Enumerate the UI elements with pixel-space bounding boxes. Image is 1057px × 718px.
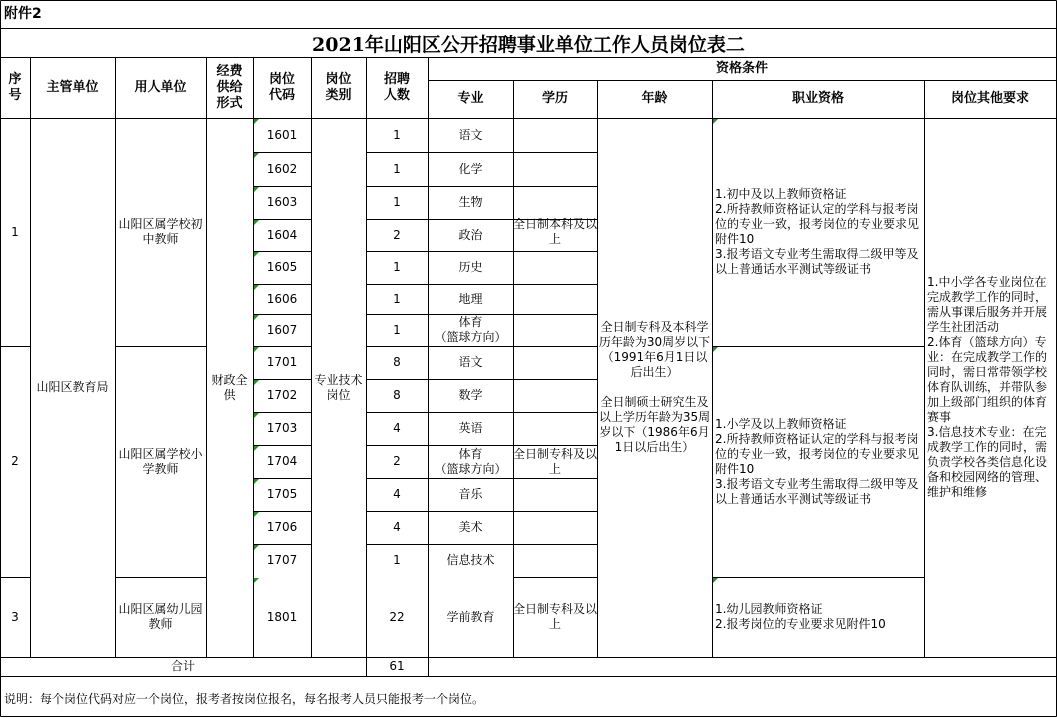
cell-comment-marker [254, 347, 259, 352]
cell-comment-marker [254, 512, 259, 517]
quota-cell: 4 [393, 421, 401, 435]
major-cell: 政治 [458, 227, 483, 242]
quota-cell: 1 [393, 260, 401, 274]
header-quota: 招聘 人数 [383, 71, 410, 103]
total-quota: 61 [389, 659, 405, 673]
header-age: 年龄 [641, 91, 668, 106]
cell-comment-marker [254, 153, 259, 158]
cell-comment-marker [254, 285, 259, 290]
header-post-code: 岗位 代码 [268, 71, 295, 103]
post-code-cell: 1606 [266, 291, 298, 306]
footnote: 说明：每个岗位代码对应一个岗位，报考者按岗位报名，每名报考人员只能报考一个岗位。 [4, 692, 485, 706]
cell-comment-marker [713, 119, 718, 124]
header-major: 专业 [457, 91, 484, 106]
cell-comment-marker [254, 413, 259, 418]
quota-cell: 1 [393, 195, 401, 209]
quota-cell: 1 [393, 322, 401, 337]
education-cell: 全日制专科及以上 [513, 602, 598, 631]
post-code-cell: 1601 [266, 127, 298, 142]
funding-cell: 财政全供 [211, 372, 248, 402]
admin-unit-cell: 山阳区教育局 [36, 380, 109, 394]
major-cell: 历史 [458, 260, 483, 274]
post-code-cell: 1705 [266, 487, 298, 501]
post-code-cell: 1701 [266, 355, 298, 369]
post-code-cell: 1707 [266, 553, 298, 567]
quota-cell: 2 [393, 454, 401, 468]
major-cell: 信息技术 [446, 553, 495, 567]
major-cell: 语文 [458, 127, 483, 142]
major-cell: 学前教育 [446, 609, 495, 624]
header-other: 岗位其他要求 [950, 91, 1029, 106]
cell-comment-marker [713, 347, 718, 352]
cell-comment-marker [254, 545, 259, 550]
post-code-cell: 1704 [266, 454, 298, 468]
quota-cell: 22 [389, 609, 405, 624]
attachment-label: 附件2 [4, 6, 42, 22]
post-code-cell: 1605 [266, 260, 298, 274]
cell-comment-marker [254, 187, 259, 192]
certificate-cell: 1.初中及以上教师资格证 2.所持教师资格证认定的学科与报考岗位的专业一致，报考岗位的专业要求见附件10 3.报考语文专业考生需取得二级甲等及以上普通话水平测试等级证书 [715, 187, 920, 276]
header-education: 学历 [541, 91, 568, 106]
post-type-cell: 专业技术岗位 [314, 372, 363, 402]
cell-comment-marker [254, 479, 259, 484]
cell-comment-marker [254, 252, 259, 257]
post-code-cell: 1703 [266, 421, 298, 435]
cell-comment-marker [254, 119, 259, 124]
header-post-type: 岗位 类别 [325, 71, 352, 103]
quota-cell: 1 [393, 127, 401, 142]
major-cell: 地理 [458, 291, 483, 306]
major-cell: 语文 [458, 355, 483, 369]
major-cell: 体育 （篮球方向） [434, 315, 507, 344]
other-requirements-cell: 1.中小学各专业岗位在完成教学工作的同时，需从事课后服务并开展学生社团活动 2.体育（篮球方向）专业：在完成教学工作的同时，需日常带领学校体育队训练，并带队参加上级部门组织的体育赛事 3.信息技术专业：在完成教学工作的同时，需负责学校各类信息化设备和校园网络的管理、维护和维修 [927, 275, 1048, 499]
post-code-cell: 1602 [266, 161, 298, 176]
employer-cell: 山阳区属学校初中教师 [118, 217, 203, 246]
header-employer: 用人单位 [134, 79, 187, 95]
post-code-cell: 1607 [266, 322, 298, 337]
cell-comment-marker [254, 446, 259, 451]
header-qualifications: 资格条件 [715, 60, 768, 76]
employer-cell: 山阳区属幼儿园教师 [118, 602, 203, 631]
total-label: 合计 [170, 659, 195, 673]
post-code-cell: 1603 [266, 195, 298, 209]
quota-cell: 1 [393, 553, 401, 567]
cell-comment-marker [254, 578, 259, 583]
post-code-cell: 1604 [266, 227, 298, 242]
post-code-cell: 1801 [266, 609, 298, 624]
header-funding: 经费 供给 形式 [216, 63, 243, 111]
certificate-cell: 1.小学及以上教师资格证 2.所持教师资格证认定的学科与报考岗位的专业一致，报考岗位的专业要求见附件10 3.报考语文专业考生需取得二级甲等及以上普通话水平测试等级证书 [715, 416, 920, 506]
header-admin-unit: 主管单位 [46, 79, 99, 95]
certificate-cell: 1.幼儿园教师资格证 2.报考岗位的专业要求见附件10 [715, 602, 886, 631]
quota-cell: 2 [393, 227, 401, 242]
age-cell: 全日制专科及本科学历年龄为30周岁以下（1991年6月1日以后出生） 全日制硕士研究生及以上学历年龄为35周岁以下（1986年6月1日以后出生） [598, 320, 711, 454]
cell-comment-marker [254, 315, 259, 320]
quota-cell: 4 [393, 520, 401, 534]
major-cell: 化学 [458, 161, 483, 176]
cell-comment-marker [254, 380, 259, 385]
quota-cell: 1 [393, 291, 401, 306]
seq-cell: 2 [11, 454, 19, 468]
employer-cell: 山阳区属学校小学教师 [118, 446, 203, 476]
major-cell: 数学 [458, 388, 483, 402]
major-cell: 生物 [458, 195, 483, 209]
education-cell: 全日制本科及以上 [513, 217, 598, 246]
header-certificate: 职业资格 [791, 91, 844, 106]
seq-cell: 1 [11, 224, 19, 239]
quota-cell: 8 [393, 388, 401, 402]
education-cell: 全日制专科及以上 [513, 446, 598, 476]
cell-comment-marker [713, 578, 718, 583]
post-code-cell: 1702 [266, 388, 298, 402]
seq-cell: 3 [11, 609, 19, 624]
header-seq: 序 号 [8, 71, 22, 103]
quota-cell: 1 [393, 161, 401, 176]
page-title: 2021年山阳区公开招聘事业单位工作人员岗位表二 [312, 33, 745, 56]
cell-comment-marker [254, 220, 259, 225]
post-code-cell: 1706 [266, 520, 298, 534]
major-cell: 音乐 [458, 487, 483, 501]
major-cell: 美术 [458, 520, 483, 534]
major-cell: 体育 （篮球方向） [434, 446, 507, 476]
quota-cell: 4 [393, 487, 401, 501]
major-cell: 英语 [458, 421, 483, 435]
quota-cell: 8 [393, 355, 401, 369]
